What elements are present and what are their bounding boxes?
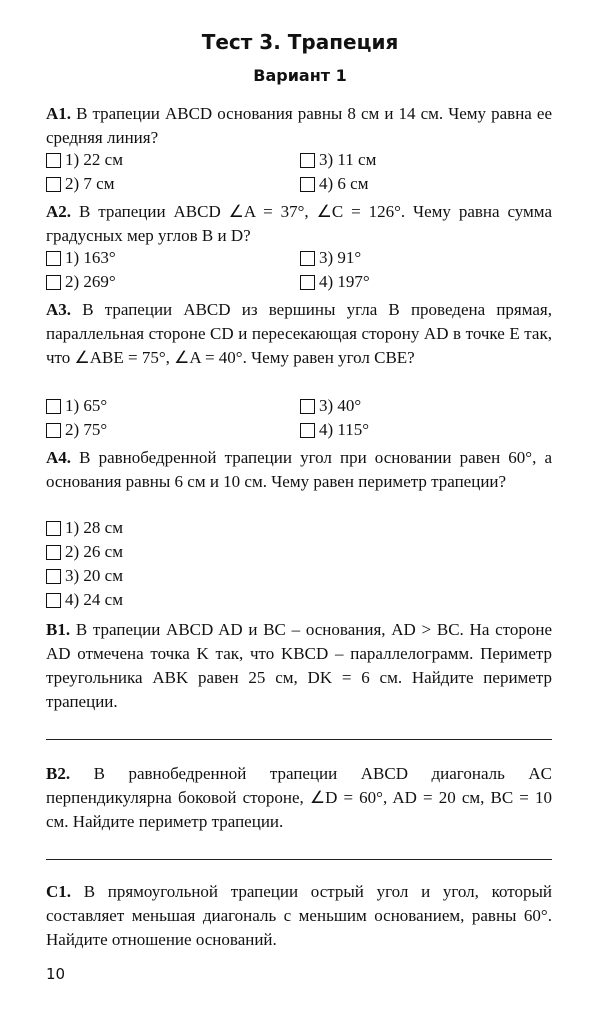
question-a1	[46, 102, 552, 150]
option-a1-1[interactable]	[46, 148, 123, 172]
checkbox[interactable]	[300, 251, 315, 266]
checkbox[interactable]	[46, 569, 61, 584]
question-b1	[46, 618, 552, 714]
option-label: 1) 65°	[65, 396, 108, 415]
option-a4-2[interactable]	[46, 540, 123, 564]
question-label: В1.	[46, 620, 71, 639]
variant-heading: Вариант 1	[253, 66, 347, 85]
checkbox[interactable]	[46, 275, 61, 290]
option-a2-2[interactable]	[46, 270, 116, 294]
option-label: 1) 163°	[65, 248, 116, 267]
option-a3-4[interactable]	[300, 418, 369, 442]
question-label: А4.	[46, 448, 72, 467]
checkbox[interactable]	[300, 399, 315, 414]
checkbox[interactable]	[300, 423, 315, 438]
page-title: Тест 3. Трапеция	[201, 30, 399, 54]
question-text: В трапеции ABCD AD и BC – основания, AD > BC. На стороне AD отмечена точка K так, что KBCD – параллелограмм. Периметр треугольника ABK равен 25 см, DK = 6 см. Найдите периметр трапеции.	[46, 620, 552, 711]
checkbox[interactable]	[46, 545, 61, 560]
option-a4-3[interactable]	[46, 564, 123, 588]
question-text: В трапеции ABCD основания равны 8 см и 14 см. Чему равна ее средняя линия?	[46, 104, 552, 147]
option-a2-1[interactable]	[46, 246, 116, 270]
checkbox[interactable]	[46, 251, 61, 266]
question-label: А1.	[46, 104, 72, 123]
option-a3-2[interactable]	[46, 418, 107, 442]
option-a4-1[interactable]	[46, 516, 123, 540]
question-text: В прямоугольной трапеции острый угол и угол, который составляет меньшая диагональ с меньшим основанием, равны 60°. Найдите отношение оснований.	[46, 882, 552, 949]
question-a2	[46, 200, 552, 248]
option-label: 2) 26 см	[65, 542, 123, 561]
option-label: 3) 11 см	[319, 150, 377, 169]
option-a2-3[interactable]	[300, 246, 361, 270]
question-a4	[46, 446, 552, 494]
option-label: 1) 28 см	[65, 518, 123, 537]
option-a3-3[interactable]	[300, 394, 361, 418]
option-label: 1) 22 см	[65, 150, 123, 169]
checkbox[interactable]	[46, 153, 61, 168]
option-a1-3[interactable]	[300, 148, 376, 172]
question-c1	[46, 880, 552, 952]
question-label: А2.	[46, 202, 72, 221]
checkbox[interactable]	[300, 275, 315, 290]
page-number: 10	[46, 965, 66, 983]
checkbox[interactable]	[46, 177, 61, 192]
option-a2-4[interactable]	[300, 270, 370, 294]
question-text: В равнобедренной трапеции угол при основании равен 60°, а основания равны 6 см и 10 см. Чему равен периметр трапеции?	[46, 448, 552, 491]
answer-line-b1[interactable]	[46, 739, 552, 740]
checkbox[interactable]	[46, 593, 61, 608]
checkbox[interactable]	[46, 399, 61, 414]
option-label: 4) 197°	[319, 272, 370, 291]
option-a1-4[interactable]	[300, 172, 368, 196]
question-label: А3.	[46, 300, 72, 319]
option-label: 4) 6 см	[319, 174, 369, 193]
question-text: В трапеции ABCD ∠A = 37°, ∠C = 126°. Чему равна сумма градусных мер углов B и D?	[46, 202, 552, 245]
option-label: 2) 75°	[65, 420, 108, 439]
checkbox[interactable]	[46, 423, 61, 438]
question-text: В трапеции ABCD из вершины угла B проведена прямая, параллельная стороне CD и пересекающая сторону AD в точке E так, что ∠ABE = 75°, ∠A = 40°. Чему равен угол CBE?	[46, 300, 552, 367]
option-label: 4) 24 см	[65, 590, 123, 609]
question-text: В равнобедренной трапеции ABCD диагональ AC перпендикулярна боковой стороне, ∠D = 60°, AD = 20 см, BC = 10 см. Найдите периметр трапеции.	[46, 764, 552, 831]
answer-line-b2[interactable]	[46, 859, 552, 860]
checkbox[interactable]	[300, 153, 315, 168]
checkbox[interactable]	[300, 177, 315, 192]
question-label: С1.	[46, 882, 72, 901]
option-label: 3) 40°	[319, 396, 362, 415]
question-a3	[46, 298, 552, 370]
checkbox[interactable]	[46, 521, 61, 536]
question-label: В2.	[46, 764, 71, 783]
option-a4-4[interactable]	[46, 588, 123, 612]
option-label: 4) 115°	[319, 420, 370, 439]
question-b2	[46, 762, 552, 834]
option-a3-1[interactable]	[46, 394, 107, 418]
option-label: 3) 91°	[319, 248, 362, 267]
option-a1-2[interactable]	[46, 172, 114, 196]
option-label: 3) 20 см	[65, 566, 123, 585]
option-label: 2) 269°	[65, 272, 116, 291]
option-label: 2) 7 см	[65, 174, 115, 193]
